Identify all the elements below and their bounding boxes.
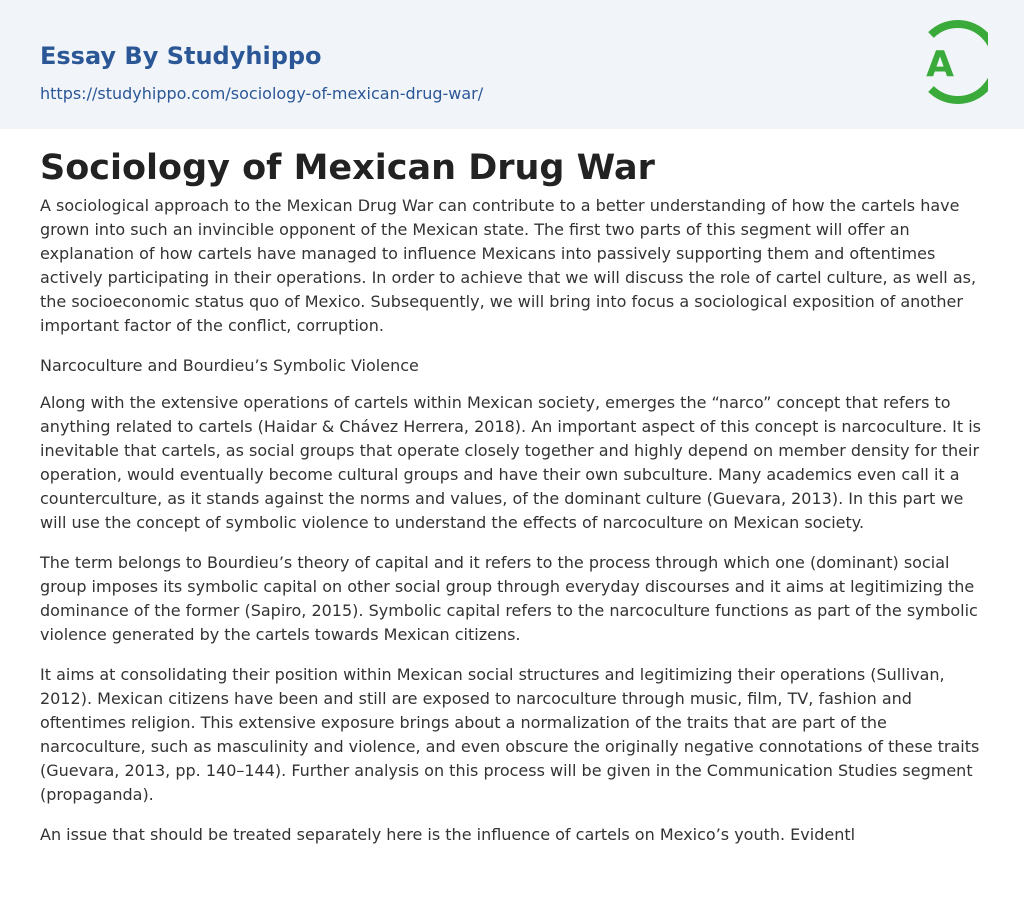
essay-body: [40, 194, 990, 863]
paragraph-youth-truncated: An issue that should be treated separately here is the influence of cartels on Mexico’s youth. Evidentl: [40, 825, 856, 844]
brand-title: Essay By Studyhippo: [40, 42, 322, 70]
paragraph-consolidation: It aims at consolidating their position within Mexican social structures and legitimizing their operations (Sullivan, 2012). Mexican citizens have been and still are exposed to narcoculture through music, film, TV, fashion and oftentimes religion. This extensive exposure brings about a normalization of the traits that are part of the narcoculture, such as masculinity and violence, and even obscure the originally negative connotations of these traits (Guevara, 2013, pp. 140–144). Further analysis on this process will be given in the Communication Studies segment (propaganda).: [40, 665, 980, 804]
site-header: [0, 0, 1024, 129]
studyhippo-logo-icon[interactable]: [910, 18, 988, 106]
logo-letter: A: [926, 44, 954, 85]
page-title: Sociology of Mexican Drug War: [40, 148, 655, 188]
paragraph-bourdieu: The term belongs to Bourdieu’s theory of capital and it refers to the process through which one (dominant) social group imposes its symbolic capital on other social group through everyday discourses and it aims at legitimizing the dominance of the former (Sapiro, 2015). Symbolic capital refers to the narcoculture functions as part of the symbolic violence generated by the cartels towards Mexican citizens.: [40, 553, 978, 644]
essay-url-link[interactable]: https://studyhippo.com/sociology-of-mexican-drug-war/: [40, 84, 484, 103]
paragraph-narco-concept: Along with the extensive operations of cartels within Mexican society, emerges the “narco” concept that refers to anything related to cartels (Haidar & Chávez Herrera, 2018). An important aspect of this concept is narcoculture. It is inevitable that cartels, as social groups that operate closely together and highly depend on member density for their operation, would eventually become cultural groups and have their own subculture. Many academics even call it a counterculture, as it stands against the norms and values, of the dominant culture (Guevara, 2013). In this part we will use the concept of symbolic violence to understand the effects of narcoculture on Mexican society.: [40, 393, 981, 532]
paragraph-intro: A sociological approach to the Mexican Drug War can contribute to a better understanding of how the cartels have grown into such an invincible opponent of the Mexican state. The first two parts of this segment will offer an explanation of how cartels have managed to influence Mexicans into passively supporting them and oftentimes actively participating in their operations. In order to achieve that we will discuss the role of cartel culture, as well as, the socioeconomic status quo of Mexico. Subsequently, we will bring into focus a sociological exposition of another important factor of the conflict, corruption.: [40, 196, 977, 335]
section-heading: Narcoculture and Bourdieu’s Symbolic Violence: [40, 356, 419, 375]
